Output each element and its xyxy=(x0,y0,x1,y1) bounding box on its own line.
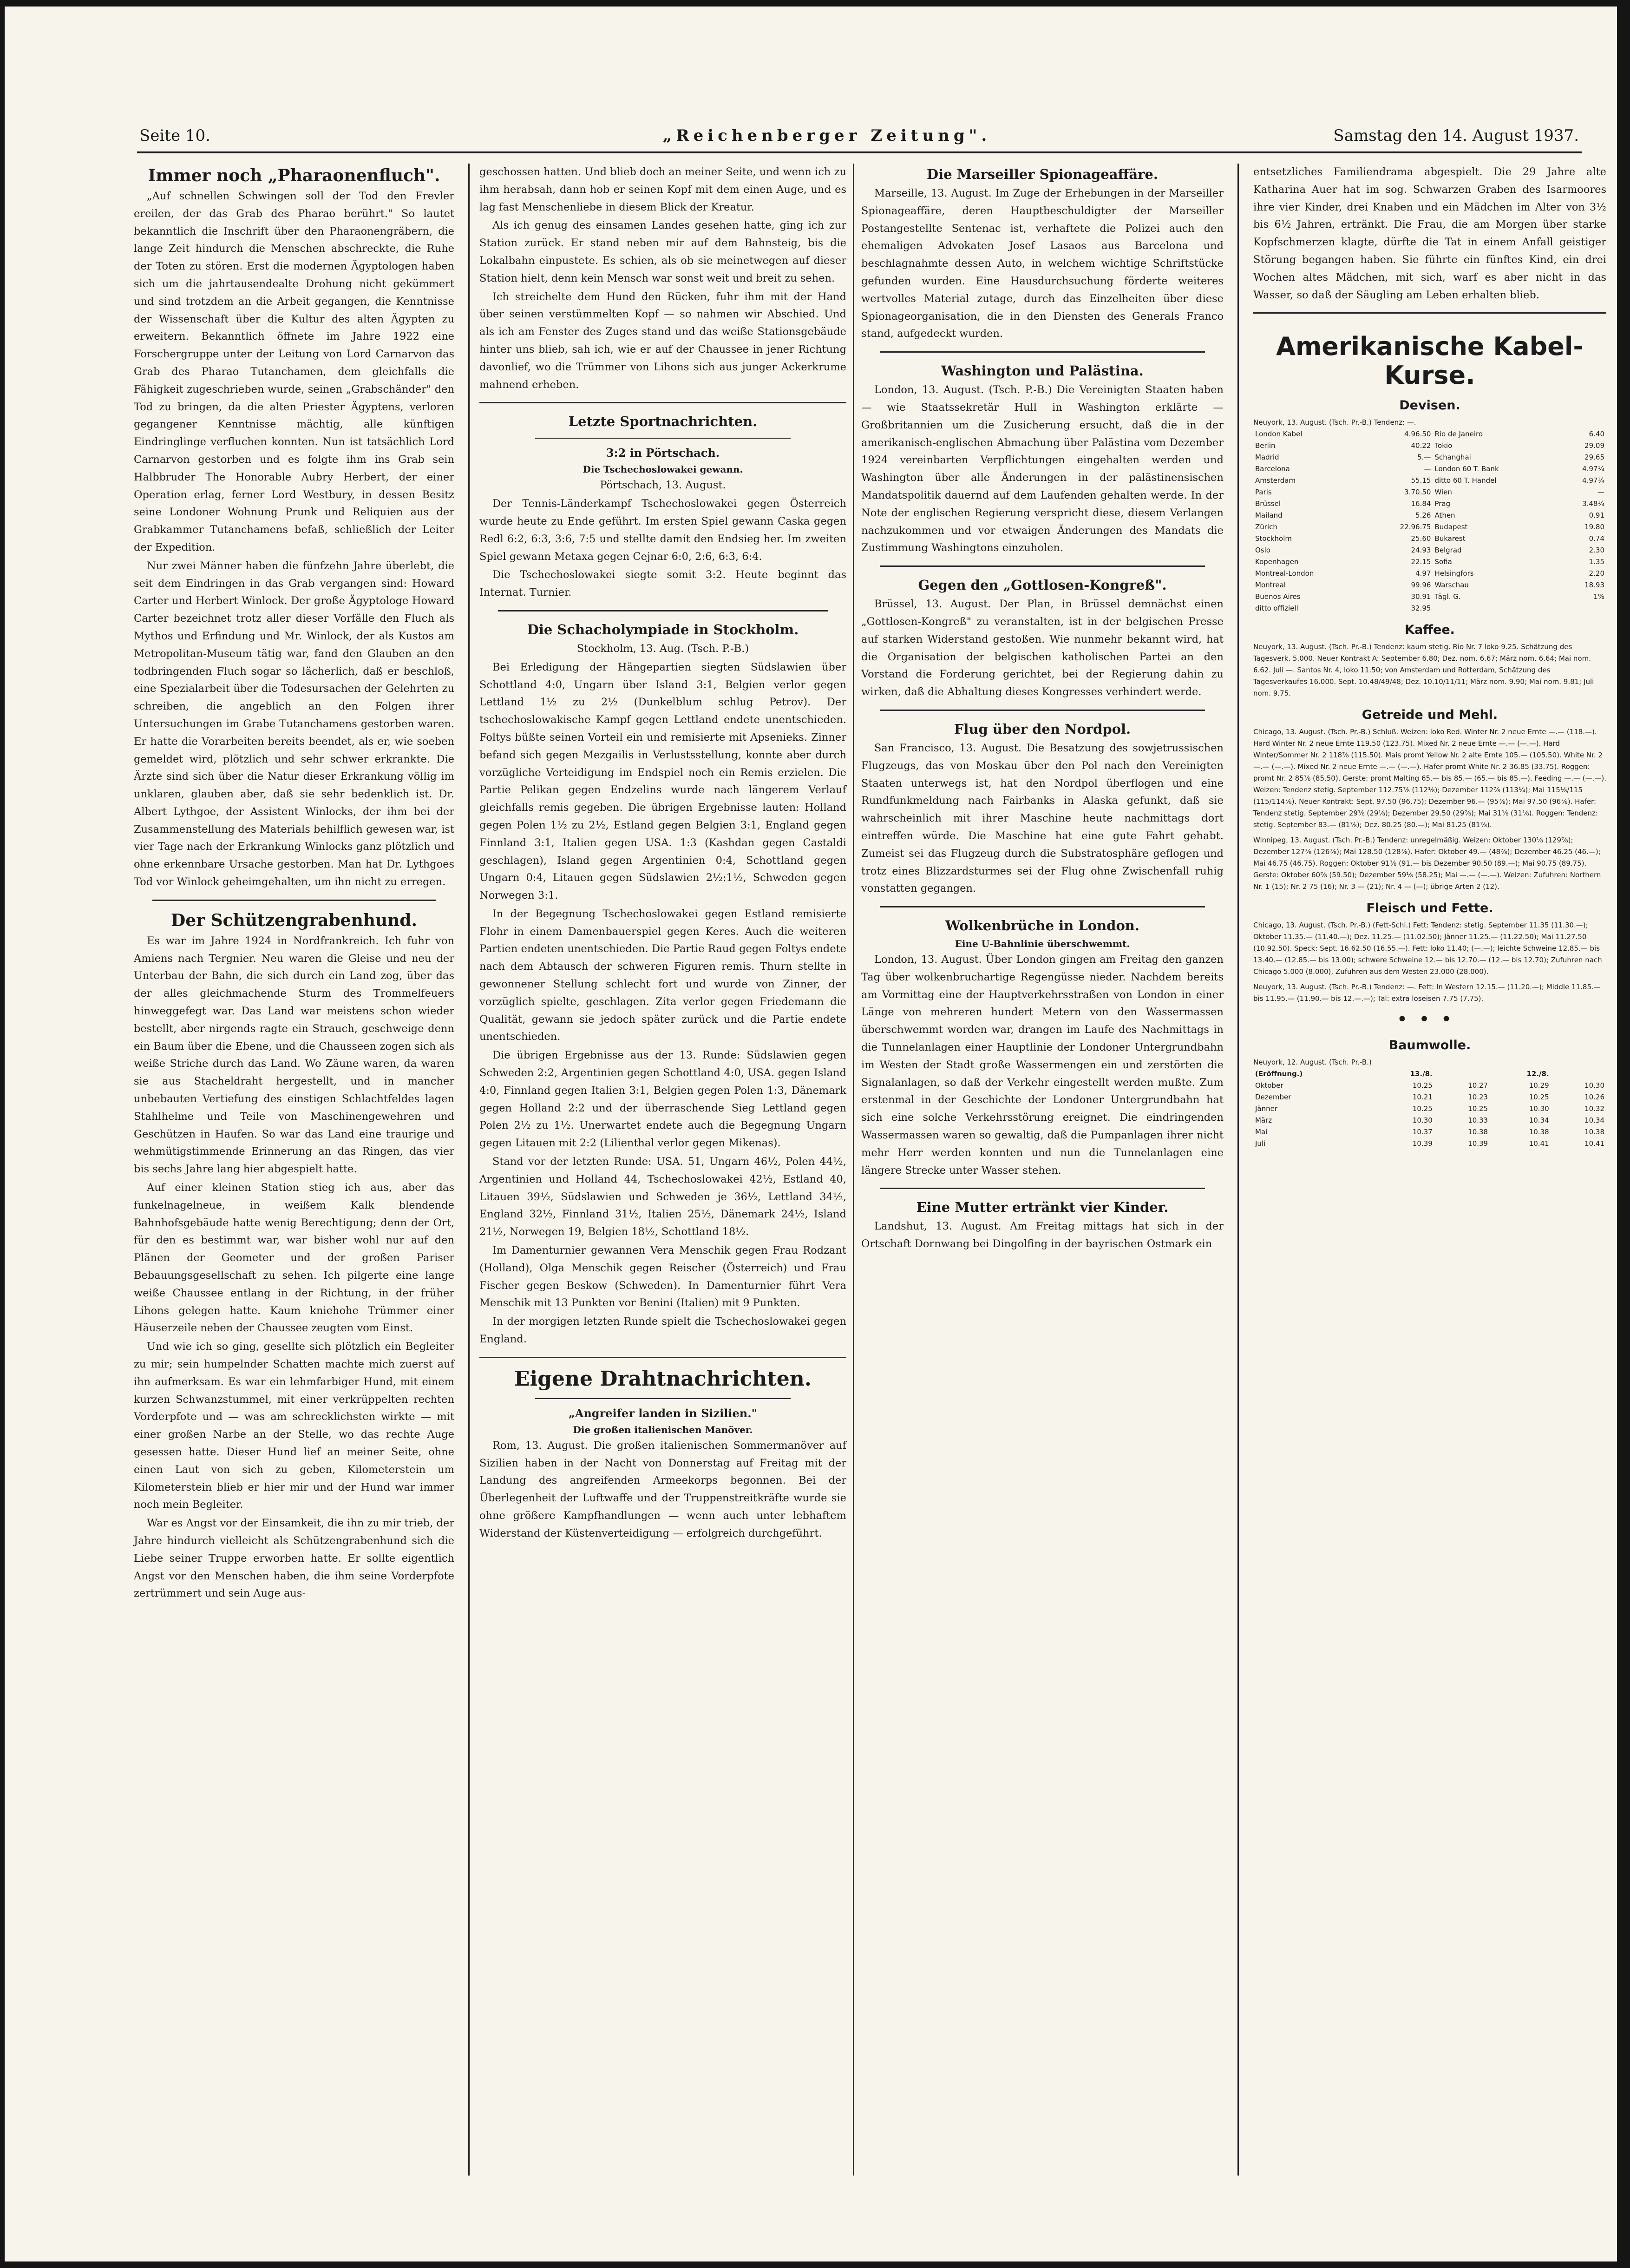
devisen-rate: — xyxy=(1597,488,1604,497)
baumwolle-price: 10.37 xyxy=(1412,1128,1433,1137)
devisen-place: Paris xyxy=(1255,488,1272,497)
article-paragraph: London, 13. August. Über London gingen am Freitag den ganzen Tag über wolkenbruchartige Regengüsse nieder. Nachdem bereits am Vormittag eine der Hauptverkehrsstraßen von London in einer Länge von mehreren hundert Metern von den Wassermassen überschwemmt worden war, drangen im Laufe des Nachmittags in die Tunnelanlagen einer Hauptlinie der Londoner Untergrundbahn im Westen der Stadt große Wassermengen ein und zerstörten die Signalanlagen, so daß der Verkehr eingestellt werden mußte. Zum erstenmal in der Geschichte der Londoner Untergrundbahn hat sich eine solche Verkehrsstörung ereignet. Die eindringenden Wassermassen waren so gewaltig, daß die Pumpanlagen ihrer nicht mehr Herr werden konnten und nun die Tunnelanlagen eine längere Strecke unter Wasser stehen. xyxy=(861,953,1224,1177)
baumwolle-price: 10.23 xyxy=(1468,1093,1488,1102)
devisen-rate: 4.96.50 xyxy=(1404,430,1431,439)
devisen-row xyxy=(1253,428,1606,440)
scan-border-top xyxy=(0,0,1630,7)
article-paragraph: Landshut, 13. August. Am Freitag mittags hat sich in der Ortschaft Dornwang bei Dingolfing in der bayrischen Ostmark ein xyxy=(861,1220,1224,1250)
market-report: Chicago, 13. August. (Tsch. Pr.-B.) (Fett-Schl.) Fett: Tendenz: stetig. September 11.35 (11.30.—); Oktober 11.35.— (11.40.—); Dez. 11.25.— (11.02.50); Jänner 11.25.— (11.22.50); Mai 11.27.50 (10.92.50). Speck: Sept. 16.62.50 (16.55.—). Fett: loko 11.40; (—.—); leichte Schweine 12.85.— bis 13.40.— (12.85.— bis 13.00); schwere Schweine 12.— bis 12.70.— (12.— bis 12.70); Zufuhren nach Chicago 5.000 (8.000), Zufuhren aus dem Westen 23.000 (28.000). xyxy=(1253,921,1602,976)
baumwolle-month: Mai xyxy=(1255,1128,1268,1137)
baumwolle-month: Juli xyxy=(1255,1139,1266,1148)
baumwolle-price: 10.25 xyxy=(1529,1093,1549,1102)
devisen-rate: 19.80 xyxy=(1584,523,1604,532)
baumwolle-row xyxy=(1253,1080,1606,1091)
article-paragraph: San Francisco, 13. August. Die Besatzung des sowjetrussischen Flugzeugs, das von Moskau über den Pol nach den Vereinigten Staaten unterwegs ist, hat den Nordpol überflogen und eine Rundfunkmeldung nach Fairbanks in Alaska gefunkt, daß sie wahrscheinlich mit ihrer Maschine heute nachmittags dort eintreffen würde. Die Maschine hat eine gute Fahrt gehabt. Zumeist sei das Flugzeug durch die Substratosphäre geflogen und trotz eines Blizzardsturmes sei der Flug ohne Zwischenfall ruhig vonstatten gegangen. xyxy=(861,742,1224,895)
baumwolle-price: 10.41 xyxy=(1584,1139,1604,1148)
baumwolle-row xyxy=(1253,1138,1606,1150)
baumwolle-price: 10.30 xyxy=(1584,1081,1604,1090)
article-paragraph: entsetzliches Familiendrama abgespielt. Die 29 Jahre alte Katharina Auer hat im sog. Schwarzen Graben des Isarmoores ihre vier Kinder, drei Knaben und ein Mädchen im Alter von 3½ bis 6½ Jahren, ertränkt. Die Frau, die am Morgen über starke Kopfschmerzen klagte, dürfte die Tat in einem Anfall geistiger Störung begangen haben. Sie führte ein fünftes Kind, ein drei Wochen altes Mädchen, mit sich, warf es aber nicht in das Wasser, so daß der Säugling am Leben erhalten blieb. xyxy=(1253,166,1606,301)
devisen-row xyxy=(1253,545,1606,556)
article-paragraph: Als ich genug des einsamen Landes gesehen hatte, ging ich zur Station zurück. Er stand neben mir auf dem Bahnsteig, bis die Lokalbahn einpustete. Es schien, als ob sie meinetwegen auf dieser Station hielt, denn kein Mensch war sonst weit und breit zu sehen. xyxy=(479,219,846,284)
devisen-place: Berlin xyxy=(1255,441,1276,450)
headline-schacholympiade: Die Schacholympiade in Stockholm. xyxy=(527,621,799,638)
devisen-row xyxy=(1253,452,1606,463)
devisen-place: Athen xyxy=(1434,511,1455,520)
column-4 xyxy=(1253,164,1606,1150)
section-kaffee: Kaffee. xyxy=(1405,623,1455,638)
devisen-place: ditto 60 T. Handel xyxy=(1434,476,1497,485)
devisen-place: Amsterdam xyxy=(1255,476,1296,485)
devisen-place: London 60 T. Bank xyxy=(1434,465,1499,473)
devisen-place: Barcelona xyxy=(1255,465,1290,473)
scan-border-bottom xyxy=(0,2261,1630,2268)
divider-dots: ••• xyxy=(1396,1009,1463,1031)
article-paragraph: London, 13. August. (Tsch. P.-B.) Die Vereinigten Staaten haben — wie Staatssekretär Hull in Washington erklärte — Großbritannien um die Zusicherung ersucht, daß die in der amerikanisch-englischen Abmachung über Palästina vom Dezember 1924 vereinbarten Verpflichtungen eingehalten werden und Washington über alle Änderungen in der palästinensischen Mandatspolitik dauernd auf dem Laufenden gehalten werde. In der Note der englischen Regierung verspricht diese, diesem Verlangen nachzukommen und vor etwaigen Änderungen des Mandats die Zustimmung Washingtons einzuholen. xyxy=(861,384,1224,554)
devisen-row xyxy=(1253,498,1606,510)
column-rule-3 xyxy=(1237,164,1239,2176)
devisen-rate: 0.74 xyxy=(1589,534,1604,543)
devisen-row xyxy=(1253,510,1606,521)
article-paragraph: Nur zwei Männer haben die fünfzehn Jahre überlebt, die seit dem Eindringen in das Grab vergangen sind: Howard Carter und Herbert Winlock. Der große Ägyptologe Howard Carter bezeichnet trotz aller dieser Vorfälle den Fluch als Mythos und Erfindung und Mr. Winlock, der als Kustos am Metropolitan-Museum tätig war, fand den Glauben an den todbringenden Fluch sogar so lächerlich, daß er beschloß, eine Spezialarbeit über die Todesursachen der Gelehrten zu schreiben, die angeblich an den Folgen ihrer Untersuchungen im Grabe Tutanchamens gestorben waren. Er hatte die Vorarbeiten bereits beendet, als er, wie soeben gemeldet wird, plötzlich und sehr schwer erkrankte. Die Ärzte sind sich über die Natur dieser Erkrankung völlig im unklaren, glauben aber, daß sie sehr bedenklich ist. Dr. Albert Lythgoe, der Assistent Winlocks, der ihm bei der Zusammenstellung des Materials behilflich gewesen war, ist vier Tage nach der Erkrankung Winlocks ganz plötzlich und ohne erkennbare Ursache gestorben. Man hat Dr. Lythgoes Tod vor Winlock geheimgehalten, um ihn nicht zu erregen. xyxy=(134,559,454,888)
masthead-rule xyxy=(137,151,1582,153)
devisen-place: Montreal xyxy=(1255,581,1286,590)
article-paragraph: Die übrigen Ergebnisse aus der 13. Runde: Südslawien gegen Schweden 2:2, Argentinien gegen Schottland 4:0, USA. gegen Island 4:0, Finnland gegen Italien 3:1, Belgien gegen Polen 1:3, Dänemark gegen Holland 2:2 und der überraschende Sieg Lettland gegen Polen 2½ zu 1½. Unerwartet endete auch die Begegnung Ungarn gegen Litauen mit 2:2 (Lilienthal verlor gegen Mikenas). xyxy=(479,1049,846,1150)
baumwolle-price: 10.41 xyxy=(1529,1139,1549,1148)
baumwolle-row xyxy=(1253,1115,1606,1126)
baumwolle-month: Dezember xyxy=(1255,1093,1291,1102)
article-separator xyxy=(535,1398,791,1399)
baumwolle-price: 10.25 xyxy=(1468,1104,1488,1113)
article-paragraph: Bei Erledigung der Hängepartien siegten Südslawien über Schottland 4:0, Ungarn über Island 3:1, Belgien verlor gegen Lettland 1½ zu 2½ (Dunkelblum schlug Petrov). Der tschechoslowakische Kampf gegen Lettland endete unentschieden. Foltys büßte seinen Vorteil ein und remisierte mit Apsenieks. Zinner befand sich gegen Mezgailis in Verlustsstellung, konnte aber durch vorzügliche Verteidigung im Endspiel noch ein Remis erzielen. Die Partie Pelikan gegen Endzelins wurde nach längerem Verlauf gleichfalls remis gegeben. Die übrigen Ergebnisse lauten: Holland gegen Polen 1½ zu 2½, Estland gegen Belgien 3:1, England gegen Finnland 3:1, Italien gegen USA. 1:3 (Kashdan gegen Castaldi geschlagen), Island gegen Argentinien 0:4, Schottland gegen Ungarn 0:4, Litauen gegen Südslawien 2½:1½, Schweden gegen Norwegen 3:1. xyxy=(479,661,846,902)
devisen-row xyxy=(1253,486,1606,498)
baumwolle-month: Jänner xyxy=(1255,1104,1278,1113)
section-devisen: Devisen. xyxy=(1399,398,1460,413)
article-paragraph: „Auf schnellen Schwingen soll der Tod den Frevler ereilen, der das Grab des Pharao berührt." So lautet bekanntlich die Inschrift über den Pharaonengräbern, die lange Zeit hindurch die Menschen abschreckte, die Ruhe der Toten zu stören. Erst die modernen Ägyptologen haben sich um die jahrtausendealte Drohung nicht gekümmert und sind trotzdem an die Arbeit gegangen, die Kenntnisse der Wissenschaft über die Kultur des alten Ägypten zu erweitern. Bekanntlich öffnete im Jahre 1922 eine Forschergruppe unter der Leitung von Lord Carnarvon das Grab des Pharao Tutanchamen, dem gleichfalls die Fähigkeit zugeschrieben wurde, seinen „Grabschänder" den Tod zu bringen, da die alten Priester Ägyptens, verloren gegangener Kenntnisse mächtig, alle künftigen Eindringlinge verfluchen konnten. Nun ist tatsächlich Lord Carnarvon gestorben und es folgte ihm ins Grab sein Halbbruder The Honorable Aubry Herbert, der einer Operation erlag, ferner Lord Westbury, in dessen Besitz seine Londoner Wohnung Prunk und Reliquien aus der Grabkammer Tutanchamens befaß, schließlich der Leiter der Expedition. xyxy=(134,190,454,553)
devisen-rate: 29.09 xyxy=(1584,441,1604,450)
article-paragraph: Es war im Jahre 1924 in Nordfrankreich. Ich fuhr von Amiens nach Tergnier. Neu waren die Gleise und neu der Unterbau der Bahn, die sich durch ein Land zog, über das der alles gleichmachende Sturm des Trommelfeuers hinweggefegt war. Das Land war meistens schon wieder bestellt, aber nirgends ragte ein Strauch, geschweige denn ein Baum über die Ebene, und die Chausseen zogen sich als weiße Striche durch das Land. Wo Zäune waren, da waren sie aus Stacheldraht hergestellt, und in mancher unbebauten Vertiefung des einstigen Schlachtfeldes lagen Stahlhelme und Teile von Maschinengewehren und Geschützen in Haufen. So war das Land eine traurige und wehmütigstimmende Erinnerung an das Ringen, das vier bis sechs Jahre lang hier abgespielt hatte. xyxy=(134,934,454,1176)
baumwolle-price: 10.39 xyxy=(1468,1139,1488,1148)
article-paragraph: Stand vor der letzten Runde: USA. 51, Ungarn 46½, Polen 44½, Argentinien und Holland 44, Tschechoslowakei 42½, Estland 40, Litauen 39½, Südslawien und Schweden je 36½, Lettland 34½, England 32½, Finnland 31½, Italien 25½, Dänemark 24½, Island 21½, Norwegen 19, Belgien 18½, Schottland 18½. xyxy=(479,1156,846,1238)
devisen-rate: 99.96 xyxy=(1411,581,1431,590)
headline-spionageaffaere: Die Marseiller Spionageaffäre. xyxy=(927,166,1158,182)
baumwolle-row xyxy=(1253,1091,1606,1103)
baumwolle-price: 10.38 xyxy=(1468,1128,1488,1137)
market-header: Neuyork, 12. August. (Tsch. Pr.-B.) xyxy=(1253,1058,1372,1067)
article-separator xyxy=(535,438,791,439)
baumwolle-price: 10.25 xyxy=(1412,1081,1433,1090)
article-paragraph: Die Tschechoslowakei siegte somit 3:2. Heute beginnt das Internat. Turnier. xyxy=(479,569,846,599)
article-paragraph: Rom, 13. August. Die großen italienischen Sommermanöver auf Sizilien haben in der Nacht von Donnerstag auf Freitag mit der Landung des angreifenden Armeekorps begonnen. Bei der Überlegenheit der Luftwaffe und der Truppenstreitkräfte wurde sie ohne größere Kampfhandlungen — wenn auch unter lebhaftem Widerstand der Küstenverteidigung — erfolgreich durchgeführt. xyxy=(479,1439,846,1539)
headline-gottlosen-kongress: Gegen den „Gottlosen-Kongreß". xyxy=(918,577,1167,593)
headline-schuetzengrabenhund: Der Schützengrabenhund. xyxy=(171,910,417,930)
devisen-place: Buenos Aires xyxy=(1255,592,1301,601)
devisen-rate: 24.93 xyxy=(1411,546,1431,555)
devisen-place: Mailand xyxy=(1255,511,1283,520)
article-separator xyxy=(1253,312,1606,314)
baumwolle-price: 10.25 xyxy=(1412,1104,1433,1113)
devisen-place: Tokio xyxy=(1434,441,1453,450)
baumwolle-price: 10.30 xyxy=(1529,1104,1549,1113)
baumwolle-table xyxy=(1253,1068,1606,1150)
devisen-place: Tägl. G. xyxy=(1434,592,1461,601)
devisen-rate: 4.97 xyxy=(1415,569,1431,578)
baumwolle-price: 10.34 xyxy=(1584,1116,1604,1125)
devisen-place: Montreal-London xyxy=(1255,569,1314,578)
devisen-table xyxy=(1253,428,1606,614)
subheadline-u-bahn: Eine U-Bahnlinie überschwemmt. xyxy=(955,938,1130,950)
devisen-place: Stockholm xyxy=(1255,534,1292,543)
devisen-rate: 5.26 xyxy=(1415,511,1431,520)
headline-wolkenbrueche: Wolkenbrüche in London. xyxy=(945,918,1139,934)
devisen-rate: 3.48¼ xyxy=(1582,500,1604,508)
market-report: Neuyork, 13. August. (Tsch. Pr.-B.) Tendenz: —. Fett: In Western 12.15.— (11.20.—); Middle 11.85.— bis 11.95.— (11.90.— bis 12.—.—); Tal: extra loseisen 7.75 (7.75). xyxy=(1253,983,1601,1003)
market-report: Weizen: Tendenz stetig. September 112.75⅞ (112⅛); Dezember 112⅞ (113¼); Mai 115⅛/115 (115/114⅞). Neuer Kontrakt: Sept. 97.50 (96.75); Dezember 96.— (95⅞); Mai 97.50 (96⅞). Hafer: Tendenz stetig. September 29⅛ (29⅛); Dezember 29.50 (29⅞); Mai 31⅛ (31⅛). Roggen: Tendenz: stetig. September 83.— (81⅞); Dez. 80.25 (80.—); Mai 81.25 (81⅞). xyxy=(1253,786,1598,829)
headline-nordpol: Flug über den Nordpol. xyxy=(954,721,1131,737)
headline-mutter: Eine Mutter ertränkt vier Kinder. xyxy=(916,1199,1169,1216)
column-rule-1 xyxy=(468,164,470,2176)
devisen-row xyxy=(1253,475,1606,486)
article-paragraph: Brüssel, 13. August. Der Plan, in Brüssel demnächst einen „Gottlosen-Kongreß" zu veranstalten, ist in der belgischen Presse auf starken Widerstand gestoßen. Wie nunmehr bekannt wird, hat die Organisation der belgischen katholischen Partei an den Vorstand die Forderung gerichtet, bei der Regierung dahin zu wirken, daß die Abhaltung dieses Kongresses verhindert werde. xyxy=(861,598,1224,698)
column-2 xyxy=(479,164,846,1544)
devisen-rate: 25.60 xyxy=(1411,534,1431,543)
article-separator xyxy=(880,1188,1205,1189)
devisen-place: Madrid xyxy=(1255,453,1279,462)
article-separator xyxy=(880,351,1205,353)
devisen-row xyxy=(1253,556,1606,568)
issue-date: Samstag den 14. August 1937. xyxy=(1333,126,1579,145)
baumwolle-price: 10.33 xyxy=(1468,1116,1488,1125)
article-paragraph: Marseille, 13. August. Im Zuge der Erhebungen in der Marseiller Spionageaffäre, deren Hauptbeschuldigter der Marseiller Postangestellte Sentenac ist, verhaftete die Polizei auch den ehemaligen Advokaten Josef Lasaos aus Barcelona und beschlagnahmte dessen Auto, in welchem wichtige Schriftstücke gefunden wurden. Eine Hausdurchsuchung förderte weiteres wertvolles Material zutage, durch das Einzelheiten über diese Spionageorganisation, die in den Diensten des Generals Franco stand, aufgedeckt wurden. xyxy=(861,187,1224,340)
baumwolle-price: 10.27 xyxy=(1468,1081,1488,1090)
market-header: Neuyork, 13. August. (Tsch. Pr.-B.) Tendenz: —. xyxy=(1253,418,1416,427)
article-paragraph: In der Begegnung Tschechoslowakei gegen Estland remisierte Flohr in einem Damenbauerspiel gegen Keres. Auch die weiteren Partien endeten unentschieden. Die Partie Raud gegen Foltys endete nach dem Abtausch der schweren Figuren remis. Thurn stellte in gewonnener Stellung schlecht fort und wurde von Zinner, der vorzüglich spielte, geschlagen. Zita verlor gegen Friedemann die Qualität, gewann sie jedoch später zurück und die Partie endete unentschieden. xyxy=(479,907,846,1043)
devisen-row xyxy=(1253,533,1606,545)
subheadline-tschechoslowakei: Die Tschechoslowakei gewann. xyxy=(583,464,743,475)
devisen-place: ditto offiziell xyxy=(1255,604,1298,613)
devisen-rate: 40.22 xyxy=(1411,441,1431,450)
devisen-rate: 32.95 xyxy=(1411,604,1431,613)
baumwolle-col-header: 13./8. xyxy=(1410,1070,1433,1078)
market-report: Neuyork, 13. August. (Tsch. Pr.-B.) Tendenz: kaum stetig. Rio Nr. 7 loko 9.25. Schätzung des Tagesverk. 5.000. Neuer Kontrakt A: September 6.80; Dez. nom. 6.67; März nom. 6.64; Mai nom. 6.62. Juli —. Santos Nr. 4, loko 11.50; von Amsterdam und Rotterdam, Schätzung des Tagesverkaufes 16.000. Sept. 10.48/49/48; Dez. 10.10/11/11; März nom. 9.90; Mai nom. 9.81; Juli nom. 9.75. xyxy=(1253,643,1594,698)
devisen-row xyxy=(1253,591,1606,603)
column-rule-2 xyxy=(853,164,854,2176)
devisen-place: Brüssel xyxy=(1255,500,1281,508)
devisen-rate: 55.15 xyxy=(1411,476,1431,485)
headline-palaestina: Washington und Palästina. xyxy=(941,363,1144,379)
devisen-rate: 18.93 xyxy=(1584,581,1604,590)
subheadline-sizilien: „Angreifer landen in Sizilien." xyxy=(568,1406,758,1420)
baumwolle-col-header xyxy=(1434,1068,1490,1080)
devisen-row xyxy=(1253,440,1606,452)
newspaper-name: „Reichenberger Zeitung". xyxy=(662,126,991,145)
devisen-rate: 2.20 xyxy=(1589,569,1604,578)
devisen-rate: 4.97¼ xyxy=(1582,465,1604,473)
devisen-place: Budapest xyxy=(1434,523,1468,532)
devisen-rate: 6.40 xyxy=(1589,430,1604,439)
article-paragraph: War es Angst vor der Einsamkeit, die ihn zu mir trieb, der Jahre hindurch vielleicht als Schützengrabenhund sich die Liebe seiner Truppe erworben hatte. Er sollte eigentlich Angst vor den Menschen haben, die ihm seine Vorderpfote zertrümmert und sein Auge aus- xyxy=(134,1517,454,1600)
devisen-place: Belgrad xyxy=(1434,546,1462,555)
devisen-place: Zürich xyxy=(1255,523,1277,532)
article-paragraph: Auf einer kleinen Station stieg ich aus, aber das funkelnagelneue, in weißem Kalk blendende Bahnhofsgebäude hatte wenig Berechtigung; denn der Ort, für den es bestimmt war, war bisher wohl nur auf den Plänen der Geometer und der großen Pariser Bebauungsgesellschaft zu sehen. Ich pilgerte eine lange weiße Chaussee entlang in der Richtung, in der früher Lihons gelegen hatte. Kaum kniehohe Trümmer einer Häuserzeile neben der Chaussee zeugten vom Einst. xyxy=(134,1182,454,1335)
article-paragraph: In der morgigen letzten Runde spielt die Tschechoslowakei gegen England. xyxy=(479,1315,846,1346)
devisen-rate: 4.97¼ xyxy=(1582,476,1604,485)
baumwolle-price: 10.29 xyxy=(1529,1081,1549,1090)
article-separator xyxy=(880,710,1205,711)
baumwolle-row xyxy=(1253,1103,1606,1115)
devisen-row xyxy=(1253,521,1606,533)
article-separator xyxy=(880,565,1205,567)
devisen-row xyxy=(1253,579,1606,591)
subheadline-manoever: Die großen italienischen Manöver. xyxy=(573,1424,753,1435)
devisen-row xyxy=(1253,568,1606,579)
devisen-row xyxy=(1253,603,1606,614)
devisen-place: Prag xyxy=(1434,500,1451,508)
article-separator xyxy=(152,900,436,901)
devisen-rate: 16.84 xyxy=(1411,500,1431,508)
scan-border-left xyxy=(0,0,5,2268)
devisen-place: Bukarest xyxy=(1434,534,1466,543)
devisen-row xyxy=(1253,463,1606,475)
devisen-place: Warschau xyxy=(1434,581,1469,590)
page-number: Seite 10. xyxy=(139,126,210,145)
dateline: Stockholm, 13. Aug. (Tsch. P.-B.) xyxy=(576,642,749,655)
market-report: Winnipeg, 13. August. (Tsch. Pr.-B.) Tendenz: unregelmäßig. Weizen: Oktober 130⅛ (129⅞); Dezember 127⅞ (126⅞); Mai 128.50 (128⅞). Hafer: Oktober 49.— (48⅞); Dezember 46.25 (46.—); Mai 46.75 (46.75). Roggen: Oktober 91⅜ (91.— bis Dezember 90.50 (89.—); Mai 90.75 (89.75). Gerste: Oktober 60⅞ (59.50); Dezember 59⅛ (58.25); Mai —.— (—.—). Weizen: Zufuhren: Northern Nr. 1 (15); Nr. 2 75 (16); Nr. 3 — (21); Nr. 4 — (—); übrige Arten 2 (12). xyxy=(1253,836,1601,891)
devisen-rate: 22.15 xyxy=(1411,558,1431,566)
baumwolle-price: 10.21 xyxy=(1412,1093,1433,1102)
baumwolle-col-header: 12./8. xyxy=(1526,1070,1549,1078)
subheadline-poertschach: 3:2 in Pörtschach. xyxy=(606,446,720,460)
baumwolle-row xyxy=(1253,1126,1606,1138)
devisen-rate: — xyxy=(1424,465,1431,473)
column-3 xyxy=(861,164,1224,1254)
devisen-rate: 1.35 xyxy=(1589,558,1604,566)
devisen-place: Sofia xyxy=(1434,558,1452,566)
section-getreide: Getreide und Mehl. xyxy=(1362,708,1498,723)
devisen-rate: 22.96.75 xyxy=(1400,523,1431,532)
article-separator xyxy=(880,906,1205,907)
article-paragraph: Der Tennis-Länderkampf Tschechoslowakei gegen Österreich wurde heute zu Ende geführt. Im ersten Spiel gewann Caska gegen Redl 6:2, 6:3, 3:6, 7:5 und stellte damit den Endsieg her. Im zweiten Spiel gewann Metaxa gegen Cejnar 6:0, 2:6, 6:3, 6:4. xyxy=(479,498,846,563)
baumwolle-price: 10.26 xyxy=(1584,1093,1604,1102)
devisen-place: Oslo xyxy=(1255,546,1270,555)
devisen-place: London Kabel xyxy=(1255,430,1303,439)
devisen-rate: 1% xyxy=(1593,592,1604,601)
baumwolle-month: März xyxy=(1255,1116,1272,1125)
baumwolle-price: 10.34 xyxy=(1529,1116,1549,1125)
article-separator xyxy=(479,402,846,403)
dateline: Pörtschach, 13. August. xyxy=(600,479,726,492)
baumwolle-price: 10.38 xyxy=(1529,1128,1549,1137)
devisen-place: Kopenhagen xyxy=(1255,558,1299,566)
baumwolle-month: Oktober xyxy=(1255,1081,1283,1090)
baumwolle-price: 10.30 xyxy=(1412,1116,1433,1125)
article-separator xyxy=(498,610,828,611)
devisen-rate: 2.30 xyxy=(1589,546,1604,555)
devisen-place: Rio de Janeiro xyxy=(1434,430,1483,439)
kabel-kurse-title: Amerikanische Kabel-Kurse. xyxy=(1276,332,1584,390)
article-separator xyxy=(479,1357,846,1358)
baumwolle-price: 10.32 xyxy=(1584,1104,1604,1113)
column-1 xyxy=(134,164,454,1604)
devisen-place xyxy=(1433,603,1558,614)
headline-drahtnachrichten: Eigene Drahtnachrichten. xyxy=(514,1367,812,1391)
section-fleisch: Fleisch und Fette. xyxy=(1366,901,1493,916)
devisen-rate: 30.91 xyxy=(1411,592,1431,601)
article-paragraph: geschossen hatten. Und blieb doch an meiner Seite, und wenn ich zu ihm herabsah, dann hob er seinen Kopf mit dem einen Auge, und es lag fast Menschenliebe in diesem Blick der Kreatur. xyxy=(479,166,846,213)
devisen-place: Wien xyxy=(1434,488,1452,497)
devisen-rate: 29.65 xyxy=(1584,453,1604,462)
devisen-rate: 0.91 xyxy=(1589,511,1604,520)
devisen-place: Schanghai xyxy=(1434,453,1471,462)
baumwolle-col-header: (Eröffnung.) xyxy=(1255,1070,1303,1078)
headline-sportnachrichten: Letzte Sportnachrichten. xyxy=(568,414,758,430)
section-baumwolle: Baumwolle. xyxy=(1388,1038,1471,1053)
baumwolle-col-header xyxy=(1551,1068,1606,1080)
baumwolle-price: 10.39 xyxy=(1412,1139,1433,1148)
article-paragraph: Ich streichelte dem Hund den Rücken, fuhr ihm mit der Hand über seinen verstümmelten Kopf — so nahmen wir Abschied. Und als ich am Fenster des Zuges stand und das weiße Stationsgebäude hinter uns blieb, sah ich, wie er auf der Chaussee in jener Richtung davonlief, wo die Trümmer von Lihons sich aus junger Ackerkrume mahnend erheben. xyxy=(479,290,846,391)
baumwolle-price: 10.38 xyxy=(1584,1128,1604,1137)
scan-border-right xyxy=(1617,0,1630,2268)
headline-pharaonenfluch: Immer noch „Pharaonenfluch". xyxy=(148,166,440,185)
devisen-place: Helsingfors xyxy=(1434,569,1474,578)
devisen-rate: 3.70.50 xyxy=(1404,488,1431,497)
market-report: Chicago, 13. August. (Tsch. Pr.-B.) Schluß. Weizen: loko Red. Winter Nr. 2 neue Ernte —.— (118.—). Hard Winter Nr. 2 neue Ernte 119.50 (123.75). Mixed Nr. 2 neue Ernte —.— (—.—). Hard Winter/Sommer Nr. 2 118⅞ (115.50). Mais promt Yellow Nr. 2 alte Ernte 105.— (105.50). White Nr. 2 —.— (—.—). Mixed Nr. 2 neue Ernte —.— (—.—). Hafer promt White Nr. 2 36.85 (33.75). Roggen: promt Nr. 2 85⅞ (85.50). Gerste: promt Malting 65.— bis 85.— (65.— bis 85.—). Feeding —.— (—.—). xyxy=(1253,728,1606,783)
article-paragraph: Und wie ich so ging, gesellte sich plötzlich ein Begleiter zu mir; sein humpelnder Schatten machte mich zuerst auf ihn aufmerksam. Es war ein lehmfarbiger Hund, mit einem kurzen Schwanzstummel, mit einer verkrüppelten rechten Vorderpfote und — was am schrecklichsten wirkte — mit einer großen Narbe an der Stelle, wo das rechte Auge gesessen hatte. Dieser Hund lief an meiner Seite, ohne einen Laut von sich zu geben, Kilometerstein um Kilometerstein blieb er hier mir und der Hund war immer noch mein Begleiter. xyxy=(134,1341,454,1511)
devisen-rate xyxy=(1558,603,1606,614)
devisen-rate: 5.— xyxy=(1417,453,1431,462)
article-paragraph: Im Damenturnier gewannen Vera Menschik gegen Frau Rodzant (Holland), Olga Menschik gegen Reischer (Österreich) und Frau Fischer gegen Beskow (Schweden). In Damenturnier führt Vera Menschik mit 13 Punkten vor Benini (Italien) mit 9 Punkten. xyxy=(479,1244,846,1309)
